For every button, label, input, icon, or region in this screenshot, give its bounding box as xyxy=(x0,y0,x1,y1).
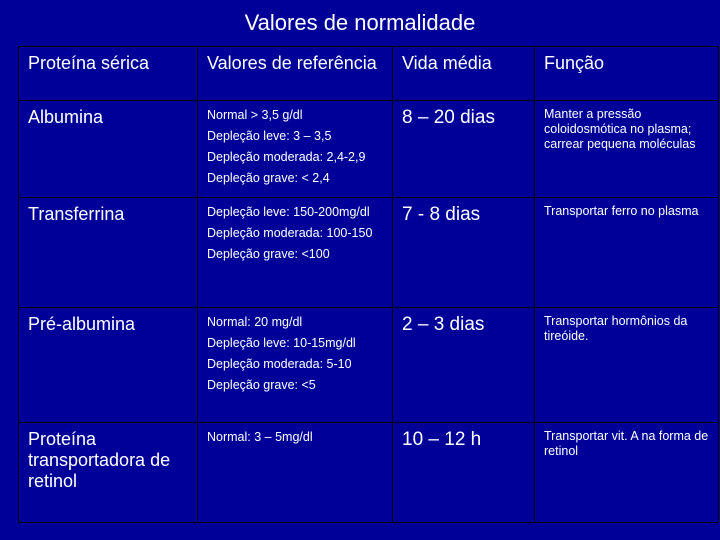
half-life: 7 - 8 dias xyxy=(393,198,535,308)
protein-name: Transferrina xyxy=(19,198,198,308)
protein-name: Proteína transportadora de retinol xyxy=(19,423,198,523)
table-row xyxy=(19,101,719,198)
reference-line: Depleção leve: 150-200mg/dl xyxy=(207,205,370,219)
header-reference: Valores de referência xyxy=(198,47,393,101)
half-life: 10 – 12 h xyxy=(393,423,535,523)
protein-table xyxy=(18,46,719,523)
reference-line: Depleção grave: <100 xyxy=(207,247,330,261)
header-function: Função xyxy=(535,47,719,101)
table-header-row xyxy=(19,47,719,101)
function: Transportar vit. A na forma de retinol xyxy=(535,423,719,523)
reference-line: Depleção moderada: 5-10 xyxy=(207,357,352,371)
reference-line: Normal: 3 – 5mg/dl xyxy=(207,430,313,444)
half-life: 2 – 3 dias xyxy=(393,308,535,423)
table-row xyxy=(19,423,719,523)
slide-title: Valores de normalidade xyxy=(244,10,476,35)
reference-values xyxy=(198,423,393,523)
protein-name: Albumina xyxy=(19,101,198,198)
reference-line: Normal > 3,5 g/dl xyxy=(207,108,303,122)
function: Manter a pressão coloidosmótica no plasma; carrear pequena moléculas xyxy=(535,101,719,198)
reference-values xyxy=(198,198,393,308)
reference-line: Depleção grave: <5 xyxy=(207,378,316,392)
reference-line: Depleção leve: 10-15mg/dl xyxy=(207,336,356,350)
table-row xyxy=(19,308,719,423)
function: Transportar hormônios da tireóide. xyxy=(535,308,719,423)
reference-values xyxy=(198,101,393,198)
table-row xyxy=(19,198,719,308)
function: Transportar ferro no plasma xyxy=(535,198,719,308)
reference-line: Depleção grave: < 2,4 xyxy=(207,171,330,185)
reference-line: Depleção leve: 3 – 3,5 xyxy=(207,129,332,143)
reference-values xyxy=(198,308,393,423)
reference-line: Depleção moderada: 100-150 xyxy=(207,226,373,240)
header-half-life: Vida média xyxy=(393,47,535,101)
header-protein: Proteína sérica xyxy=(19,47,198,101)
half-life: 8 – 20 dias xyxy=(393,101,535,198)
protein-name: Pré-albumina xyxy=(19,308,198,423)
reference-line: Depleção moderada: 2,4-2,9 xyxy=(207,150,366,164)
reference-line: Normal: 20 mg/dl xyxy=(207,315,303,329)
